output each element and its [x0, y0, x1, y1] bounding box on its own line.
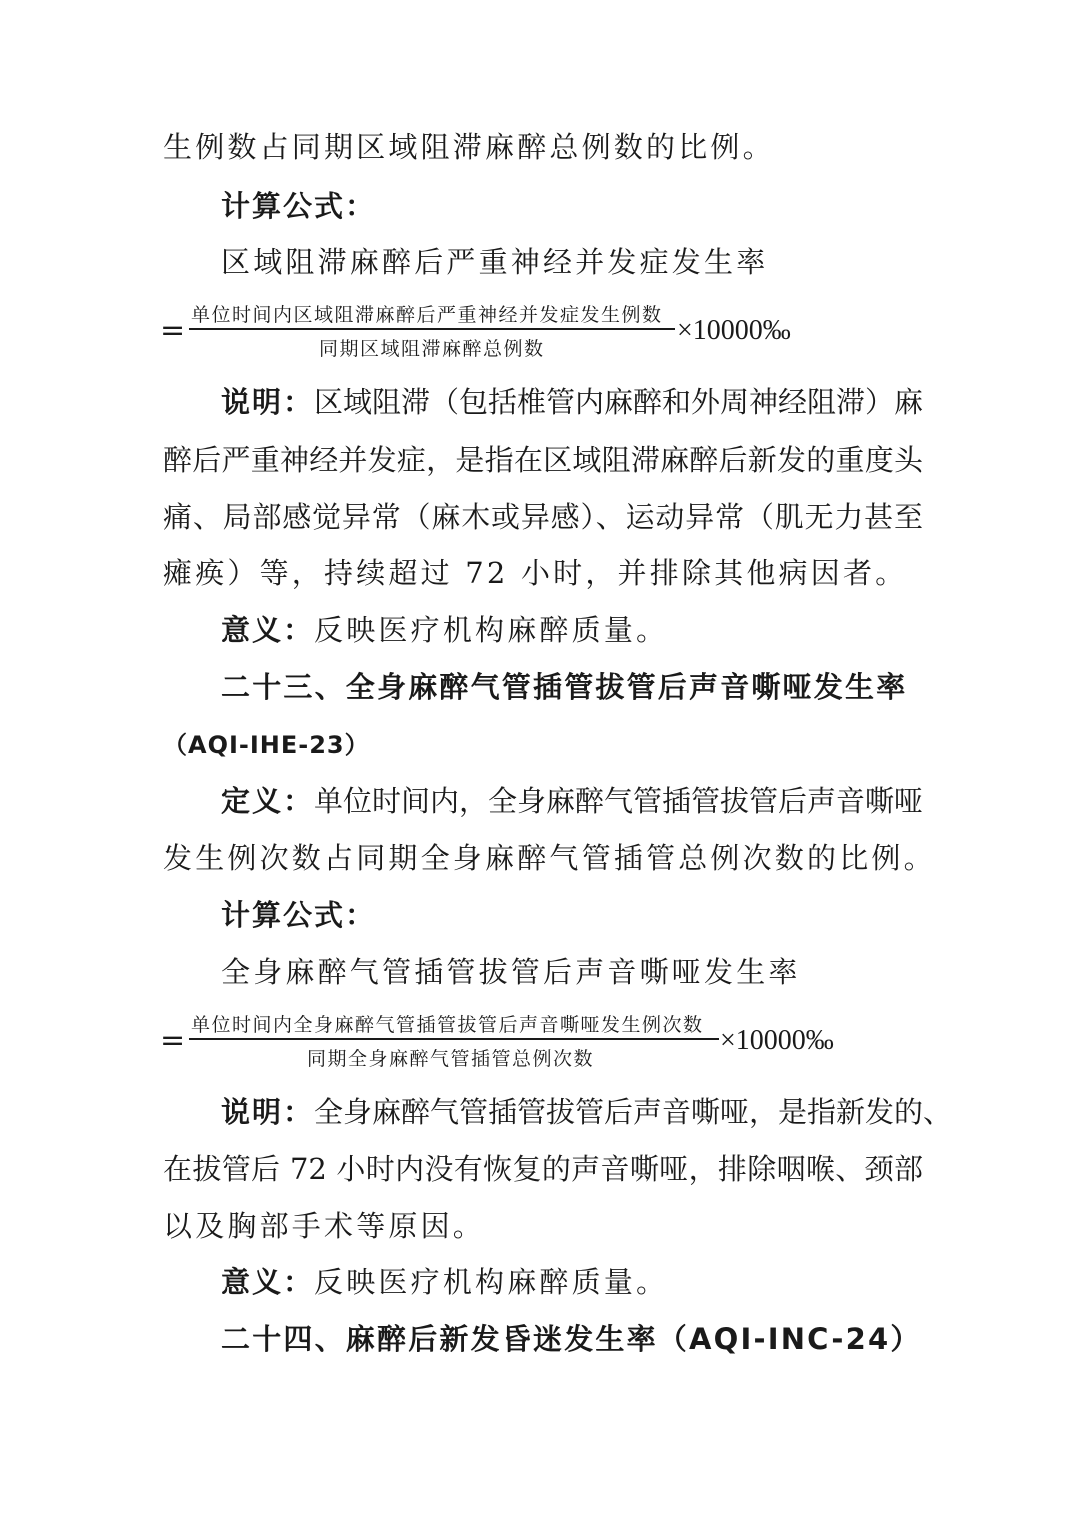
fraction-numerator: 单位时间内全身麻醉气管插管拔管后声音嘶哑发生例次数: [191, 1014, 704, 1036]
text-line: 瘫痪）等，持续超过 72 小时，并排除其他病因者。: [163, 556, 908, 590]
formula-fraction: [160, 1007, 920, 1077]
multiplier: ×10000‰: [720, 1025, 834, 1056]
text-line: 以及胸部手术等原因。: [163, 1209, 486, 1243]
explanation-text: 区域阻滞（包括椎管内麻醉和外周神经阻滞）麻: [314, 385, 924, 419]
equals-sign: =: [160, 1023, 186, 1058]
calc-formula-label: 计算公式：: [221, 898, 377, 932]
explanation-line: [221, 1092, 953, 1132]
formula-fraction: [160, 297, 920, 367]
text-line: 生例数占同期区域阻滞麻醉总例数的比例。: [163, 130, 775, 164]
explanation-label: 说明：: [221, 385, 315, 419]
text-line: 醉后严重神经并发症，是指在区域阻滞麻醉后新发的重度头: [163, 443, 923, 477]
section-heading: 二十三、全身麻醉气管插管拔管后声音嘶哑发生率: [221, 670, 908, 704]
definition-line: [221, 781, 924, 821]
meaning-line: [221, 610, 921, 650]
text-line: 痛、局部感觉异常（麻木或异感）、运动异常（肌无力甚至: [163, 500, 923, 534]
formula-title: 区域阻滞麻醉后严重神经并发症发生率: [221, 245, 769, 279]
formula-title: 全身麻醉气管插管拔管后声音嘶哑发生率: [221, 955, 801, 989]
definition-text: 单位时间内，全身麻醉气管插管拔管后声音嘶哑: [314, 784, 924, 818]
fraction-numerator: 单位时间内区域阻滞麻醉后严重神经并发症发生例数: [191, 304, 663, 326]
meaning-label: 意义：: [221, 1265, 315, 1299]
section-heading: 二十四、麻醉后新发昏迷发生率（AQI-INC-24）: [221, 1322, 922, 1356]
explanation-text: 全身麻醉气管插管拔管后声音嘶哑，是指新发的、: [314, 1095, 953, 1129]
definition-label: 定义：: [221, 784, 315, 818]
meaning-text: 反映医疗机构麻醉质量。: [314, 1265, 669, 1299]
section-code: （AQI-IHE-23）: [163, 731, 370, 759]
calc-formula-label: 计算公式：: [221, 189, 377, 223]
meaning-text: 反映医疗机构麻醉质量。: [314, 613, 669, 647]
explanation-label: 说明：: [221, 1095, 315, 1129]
explanation-line: [221, 382, 924, 422]
text-line: 发生例次数占同期全身麻醉气管插管总例次数的比例。: [163, 841, 936, 875]
multiplier: ×10000‰: [677, 315, 791, 346]
meaning-label: 意义：: [221, 613, 315, 647]
fraction-denominator: 同期区域阻滞麻醉总例数: [319, 338, 545, 360]
fraction-bar: [189, 328, 675, 330]
fraction-denominator: 同期全身麻醉气管插管总例次数: [307, 1048, 595, 1070]
text-line: 在拔管后 72 小时内没有恢复的声音嘶哑，排除咽喉、颈部: [163, 1152, 923, 1186]
fraction-bar: [189, 1038, 719, 1040]
equals-sign: =: [160, 313, 186, 348]
meaning-line: [221, 1262, 921, 1302]
